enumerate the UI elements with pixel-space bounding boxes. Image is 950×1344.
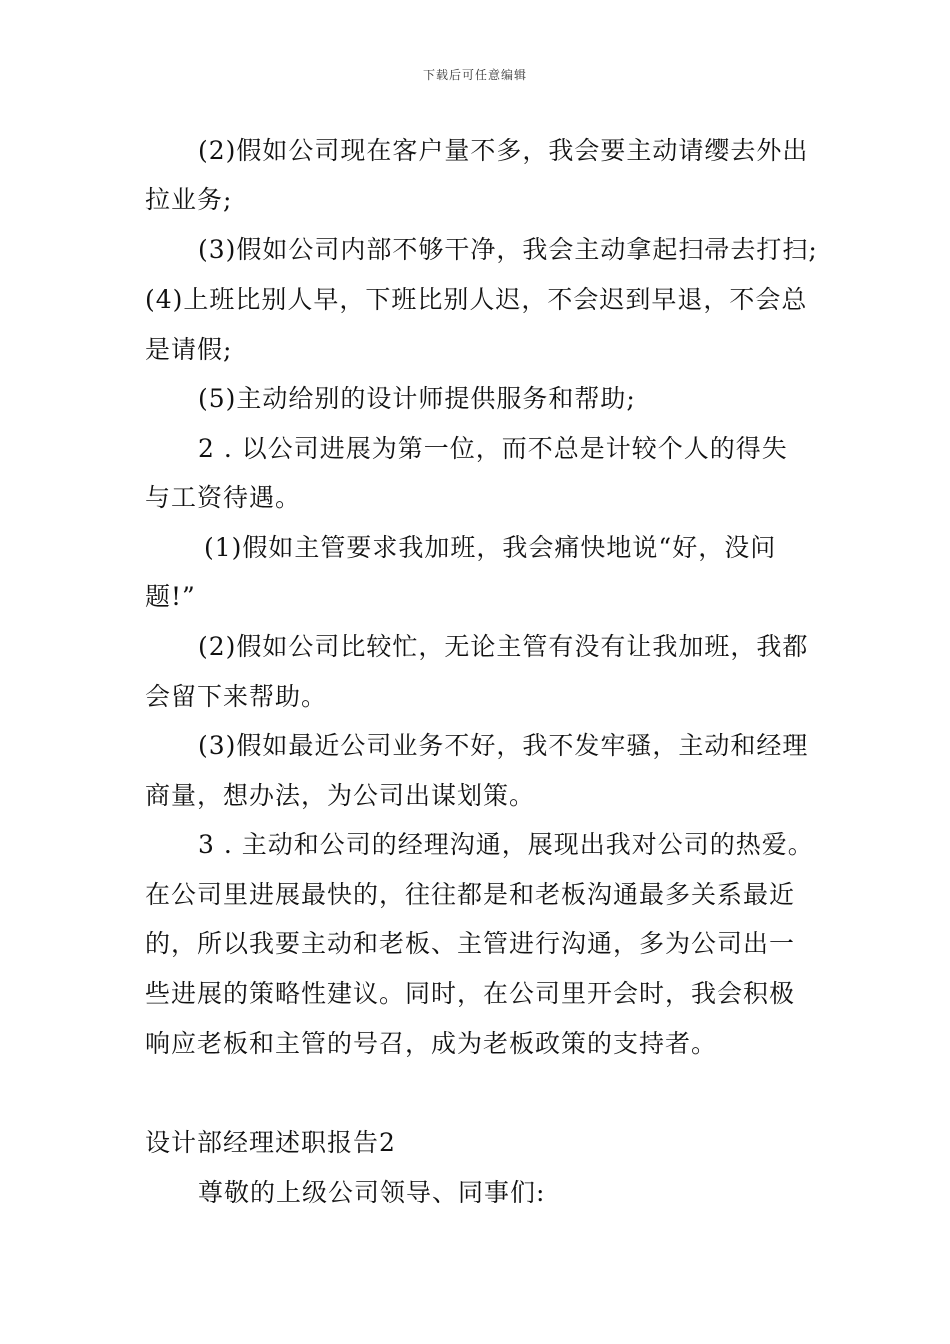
- body-line: 2 . 以公司进展为第一位，而不总是计较个人的得失: [198, 434, 788, 463]
- body-line: 响应老板和主管的号召，成为老板政策的支持者。: [145, 1029, 718, 1058]
- salutation: 尊敬的上级公司领导、同事们:: [198, 1178, 546, 1207]
- body-line: (2)假如公司现在客户量不多，我会要主动请缨去外出: [198, 136, 809, 165]
- body-line: 与工资待遇。: [145, 483, 302, 512]
- body-line: 的，所以我要主动和老板、主管进行沟通，多为公司出一: [145, 929, 796, 958]
- body-line: 拉业务;: [145, 185, 233, 214]
- body-line: (4)上班比别人早，下班比别人迟，不会迟到早退，不会总: [145, 285, 808, 314]
- section-title: 设计部经理述职报告2: [145, 1128, 396, 1157]
- body-line: 会留下来帮助。: [145, 682, 328, 711]
- body-line: 题!”: [145, 582, 196, 611]
- body-line: 些进展的策略性建议。同时，在公司里开会时，我会积极: [145, 979, 796, 1008]
- body-line: (1)假如主管要求我加班，我会痛快地说“好，没问: [204, 533, 777, 562]
- page-header-watermark: 下载后可任意编辑: [422, 68, 527, 82]
- body-line: 商量，想办法，为公司出谋划策。: [145, 781, 536, 810]
- body-line: (3)假如公司内部不够干净，我会主动拿起扫帚去打扫;: [198, 235, 818, 264]
- body-line: (3)假如最近公司业务不好，我不发牢骚，主动和经理: [198, 731, 809, 760]
- body-line: (2)假如公司比较忙，无论主管有没有让我加班，我都: [198, 632, 809, 661]
- body-line: 3 . 主动和公司的经理沟通，展现出我对公司的热爱。: [198, 830, 814, 859]
- body-line: (5)主动给别的设计师提供服务和帮助;: [198, 384, 636, 413]
- body-line: 在公司里进展最快的，往往都是和老板沟通最多关系最近: [145, 880, 796, 909]
- body-line: 是请假;: [145, 335, 233, 364]
